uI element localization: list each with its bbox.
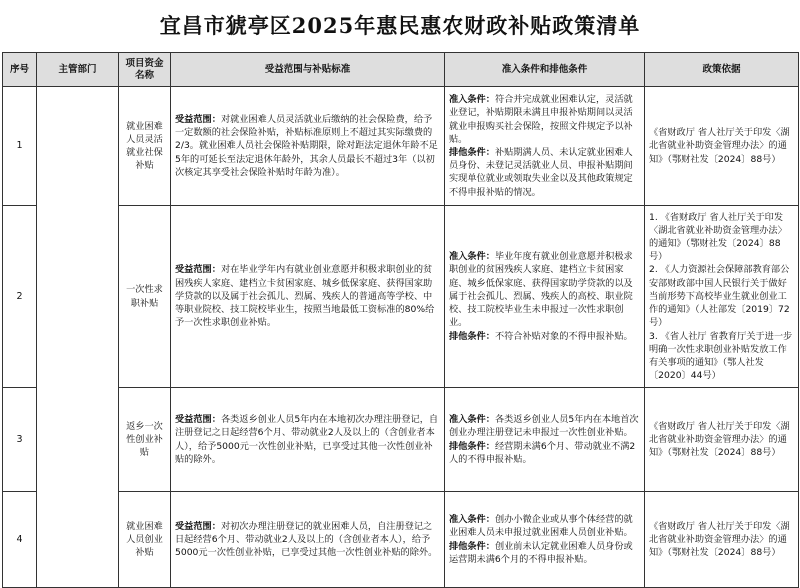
table-row [3, 87, 799, 206]
row-number: 1 [3, 87, 37, 206]
admit-label: 准入条件： [449, 94, 495, 106]
row-number: 4 [3, 492, 37, 588]
item-name: 一次性求职补贴 [119, 206, 171, 388]
scope-text: 对在毕业学年内有就业创业意愿并积极求职创业的贫困残疾人家庭、建档立卡贫困家庭、城乡低保家庭、获得国家助学贷款的以及属于社会孤儿、烈属、残疾人的普通高等学校、中等职业院校、技工院校毕业生，按照当地最低工资标准的80%给予一次性求职创业补贴。 [175, 264, 435, 329]
basis-cell: 《省财政厅 省人社厅关于印发〈湖北省就业补助资金管理办法〉的通知》（鄂财社发〔2024〕88号） [645, 87, 799, 206]
exclusion-label: 排他条件： [449, 330, 495, 342]
header-no: 序号 [3, 53, 37, 87]
scope-cell [171, 492, 445, 588]
conditions-cell [445, 492, 645, 588]
scope-label: 受益范围： [175, 414, 221, 426]
scope-cell [171, 388, 445, 492]
admit-text: 符合并完成就业困难认定，灵活就业登记，补贴期限未满且申报补贴期间以灵活就业申报购买社会保险，按照文件规定予以补贴。 [449, 94, 633, 145]
basis-cell: 《省财政厅 省人社厅关于印发〈湖北省就业补助资金管理办法〉的通知》（鄂财社发〔2024〕88号） [645, 492, 799, 588]
exclusion-label: 排他条件： [449, 540, 495, 552]
scope-label: 受益范围： [175, 264, 221, 276]
scope-text: 对就业困难人员灵活就业后缴纳的社会保险费，给予一定数额的社会保险补贴，补贴标准原则上不超过其实际缴费的2/3。就业困难人员社会保险补贴期限，除对距法定退休年龄不足5年的可延长至法定退休年龄外，其余人员最长不超过3年（以初次核定其享受社会保险补贴时年龄为准）。 [175, 113, 438, 178]
exclusion-text: 经营期未满6个月、带动就业不满2人的不得申报补贴。 [449, 440, 636, 465]
admit-text: 创办小微企业或从事个体经营的就业困难人员未申报过就业困难人员创业补贴。 [449, 514, 633, 539]
scope-text: 各类返乡创业人员5年内在本地初次办理注册登记，自注册登记之日起经营6个月、带动就业2人及以上的（含创业者本人），给予5000元一次性创业补贴，已享受过其他一次性创业补贴的除外。 [175, 414, 439, 465]
table-row [3, 492, 799, 588]
admit-label: 准入条件： [449, 414, 495, 426]
basis-cell: 《省财政厅 省人社厅关于印发〈湖北省就业补助资金管理办法〉的通知》（鄂财社发〔2024〕88号） [645, 388, 799, 492]
exclusion-text: 创业前未认定就业困难人员身份或运营期未满6个月的不得申报补贴。 [449, 540, 633, 565]
conditions-cell [445, 206, 645, 388]
document-title: 宜昌市猇亭区2025年惠民惠农财政补贴政策清单 [159, 13, 641, 38]
admit-text: 毕业年度有就业创业意愿并积极求职创业的贫困残疾人家庭、建档立卡贫困家庭、城乡低保家庭、获得国家助学贷款的以及属于社会孤儿、烈属、残疾人的高校、职业院校、技工院校毕业生未申报过一次性求职创业。 [449, 251, 633, 329]
table-header-row [3, 53, 799, 87]
basis-item: 2. 《人力资源社会保障部教育部公安部财政部中国人民银行关于做好当前形势下高校毕业生就业创业工作的通知》（人社部发〔2019〕72号） [649, 264, 790, 329]
item-name: 就业困难人员创业补贴 [119, 492, 171, 588]
admit-label: 准入条件： [449, 514, 495, 526]
admit-text: 各类返乡创业人员5年内在本地首次创业办理注册登记未申报过一次性创业补贴。 [449, 414, 639, 439]
conditions-cell [445, 87, 645, 206]
header-dept: 主管部门 [37, 53, 119, 87]
exclusion-label: 排他条件： [449, 440, 495, 452]
basis-item: 1. 《省财政厅 省人社厅关于印发〈湖北省就业补助资金管理办法〉的通知》（鄂财社发〔2024〕88号） [649, 211, 787, 263]
table-row [3, 388, 799, 492]
header-basis: 政策依据 [645, 53, 799, 87]
header-conditions: 准入条件和排他条件 [445, 53, 645, 87]
scope-label: 受益范围： [175, 113, 221, 125]
basis-cell [645, 206, 799, 388]
dept-cell [37, 87, 119, 588]
scope-label: 受益范围： [175, 520, 221, 532]
admit-label: 准入条件： [449, 251, 495, 263]
scope-cell [171, 206, 445, 388]
header-item: 项目资金名称 [119, 53, 171, 87]
row-number: 3 [3, 388, 37, 492]
row-number: 2 [3, 206, 37, 388]
exclusion-text: 补贴期满人员、未认定就业困难人员身份、未登记灵活就业人员、申报补贴期间实现单位就业或领取失业金以及其他政策规定不得申报补贴的情况。 [449, 147, 633, 198]
policy-table [2, 52, 799, 588]
basis-item: 3. 《省人社厅 省教育厅关于进一步明确一次性求职创业补贴发放工作有关事项的通知》（鄂人社发〔2020〕44号） [649, 330, 793, 382]
exclusion-label: 排他条件： [449, 147, 495, 158]
table-row [3, 206, 799, 388]
scope-cell [171, 87, 445, 206]
conditions-cell [445, 388, 645, 492]
item-name: 就业困难人员灵活就业社保补贴 [119, 87, 171, 206]
scope-text: 对初次办理注册登记的就业困难人员，自注册登记之日起经营6个月、带动就业2人及以上的（含创业者本人），给予5000元一次性创业补贴，已享受过其他一次性创业补贴的除外。 [175, 520, 438, 559]
header-scope: 受益范围与补贴标准 [171, 53, 445, 87]
item-name: 返乡一次性创业补贴 [119, 388, 171, 492]
exclusion-text: 不符合补贴对象的不得申报补贴。 [494, 330, 633, 342]
